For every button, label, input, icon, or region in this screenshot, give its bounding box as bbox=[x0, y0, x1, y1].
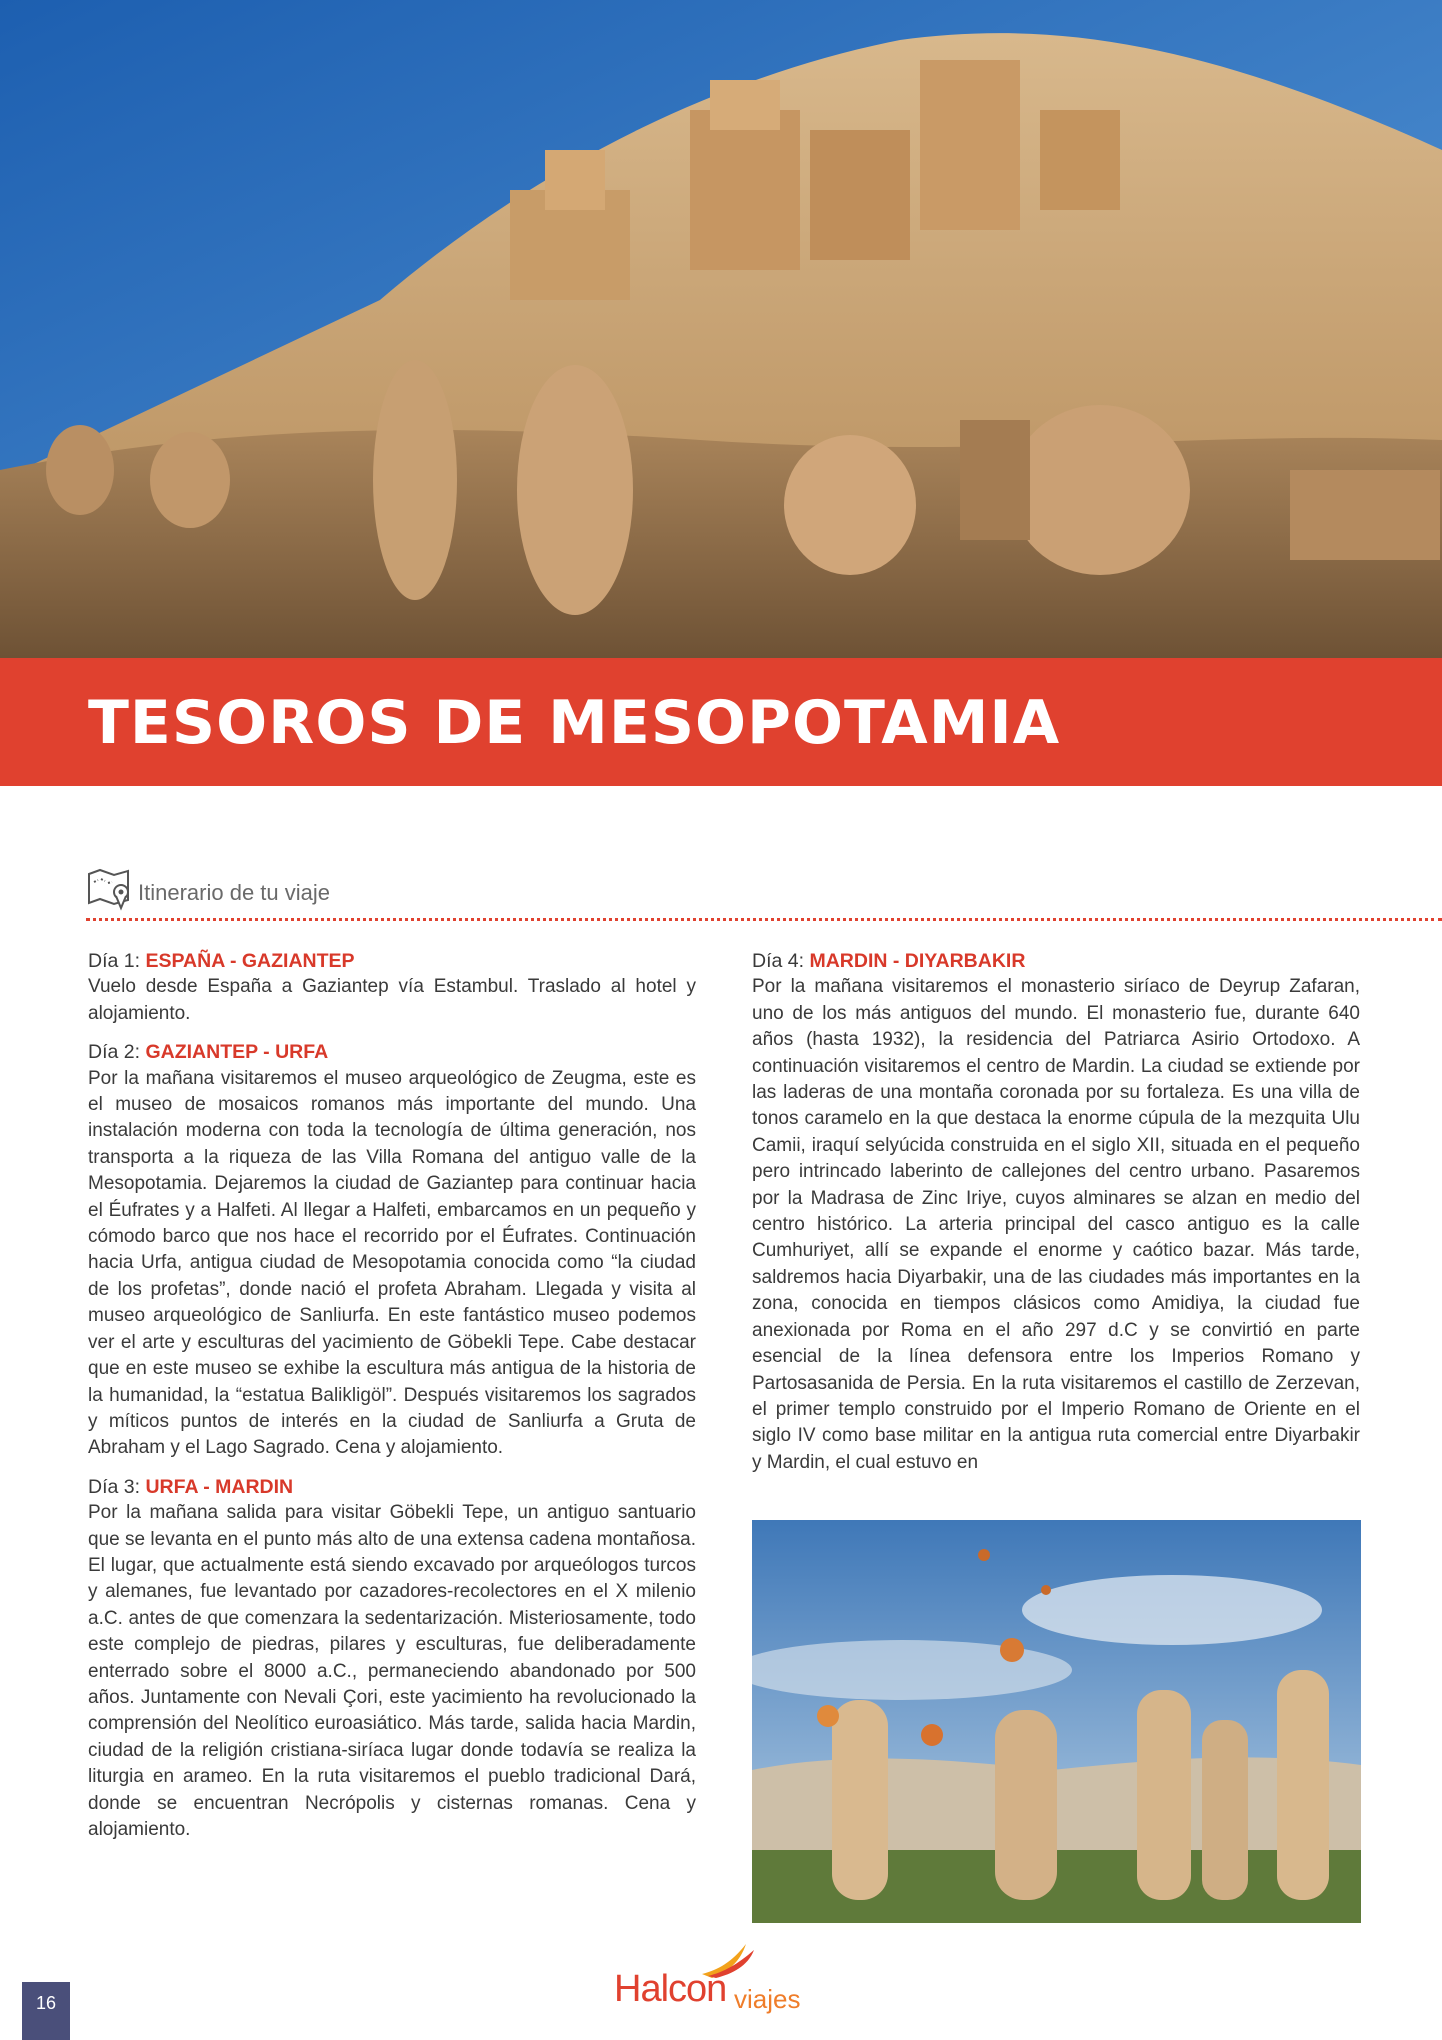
photo-cappadocia bbox=[752, 1520, 1361, 1923]
day-4 bbox=[752, 948, 1360, 1476]
itinerary-column-left bbox=[88, 948, 696, 1855]
itinerary-label: Itinerario de tu viaje bbox=[138, 880, 330, 905]
logo-brand: Halcon bbox=[614, 1968, 727, 2010]
day-number: Día 3: bbox=[88, 1475, 141, 1498]
day-description: Vuelo desde España a Gaziantep vía Estambul. Traslado al hotel y alojamiento. bbox=[88, 976, 696, 1024]
day-route: GAZIANTEP - URFA bbox=[145, 1041, 329, 1064]
page-title: TESOROS DE MESOPOTAMIA bbox=[88, 688, 1061, 758]
hero-photo-nemrut bbox=[0, 0, 1442, 658]
day-description: Por la mañana visitaremos el monasterio siríaco de Deyrup Zafaran, uno de los más antiguos del mundo. El monasterio fue, durante 640 años (hasta 1932), la residencia del Patriarca Asirio Ortodoxo. A continuación visitaremos el centro de Mardin. La ciudad se extiende por las laderas de una montaña coronada por su fortaleza. Es una villa de tonos caramelo en la que destaca la enorme cúpula de la mezquita Ulu Camii, iraquí selyúcida construida en el siglo XII, situada en el pequeño pero intrincado laberinto de callejones del centro urbano. Pasaremos por la Madrasa de Zinc Iriye, cuyos alminares se alzan en medio del centro histórico. La arteria principal del casco antiguo es la calle Cumhuriyet, allí se expande el enorme y caótico bazar. Más tarde, saldremos hacia Diyarbakir, una de las ciudades más importantes en la zona, conocida en tiempos clásicos como Amidiya, la ciudad fue anexionada por Roma en el año 297 d.C y se convirtió en parte esencial de la línea defensora entre los Imperios Romano y Partosasanida de Persia. En la ruta visitaremos el castillo de Zerzevan, el primer templo construido por el Imperio Romano de Oriente en el siglo IV como base militar en la antigua ruta comercial entre Diyarbakir y Mardin, el cual estuvo en bbox=[752, 976, 1360, 1473]
day-heading bbox=[752, 948, 1360, 974]
day-number: Día 1: bbox=[88, 950, 141, 972]
day-route: ESPAÑA - GAZIANTEP bbox=[145, 950, 355, 972]
dotted-divider bbox=[86, 918, 1442, 921]
itinerary-column-right bbox=[752, 948, 1360, 1488]
day-route: MARDIN - DIYARBAKIR bbox=[809, 950, 1026, 972]
day-2 bbox=[88, 1039, 696, 1462]
halcon-viajes-logo bbox=[614, 1940, 834, 2020]
day-route: URFA - MARDIN bbox=[145, 1475, 294, 1498]
logo-sub: viajes bbox=[734, 1984, 801, 2014]
day-heading bbox=[88, 1474, 696, 1500]
day-1 bbox=[88, 948, 696, 1027]
day-number: Día 2: bbox=[88, 1041, 141, 1064]
day-description: Por la mañana salida para visitar Göbekli Tepe, un antiguo santuario que se levanta en el punto más alto de una extensa cadena montañosa. El lugar, que actualmente está siendo excavado por arqueólogos turcos y alemanes, fue levantado por cazadores-recolectores en el X milenio a.C. antes de que comenzara la sedentarización. Misteriosamente, todo este complejo de piedras, pilares y esculturas, fue deliberadamente enterrado sobre el 8000 a.C., permaneciendo abandonado por 500 años. Juntamente con Nevali Çori, este yacimiento ha revolucionado la comprensión del Neolítico euroasiático. Más tarde, salida hacia Mardin, ciudad de la religión cristiana-siríaca lugar donde todavía se realiza la liturgia en arameo. En la ruta visitaremos el pueblo tradicional Dará, donde se encuentran Necrópolis y cisternas romanas. Cena y alojamiento. bbox=[88, 1502, 696, 1840]
page-number: 16 bbox=[22, 1982, 70, 2040]
day-heading bbox=[88, 948, 696, 974]
day-description: Por la mañana visitaremos el museo arqueológico de Zeugma, este es el museo de mosaicos romanos más importante del mundo. Una instalación moderna con toda la tecnología de última generación, nos transporta a la riqueza de las Villa Romana del antiguo valle de la Mesopotamia. Dejaremos la ciudad de Gaziantep para continuar hacia el Éufrates y a Halfeti. Al llegar a Halfeti, embarcamos en un pequeño y cómodo barco que nos hace el recorrido por el Éufrates. Continuación hacia Urfa, antigua ciudad de Mesopotamia conocida como “la ciudad de los profetas”, donde nació el profeta Abraham. Llegada y visita al museo arqueológico de Sanliurfa. En este fantástico museo podemos ver el arte y esculturas del yacimiento de Göbekli Tepe. Cabe destacar que en este museo se exhibe la escultura más antigua de la historia de la humanidad, la “estatua Balikligöl”. Después visitaremos los sagrados y míticos puntos de interés en la ciudad de Sanliurfa a Gruta de Abraham y el Lago Sagrado. Cena y alojamiento. bbox=[88, 1067, 696, 1459]
day-heading bbox=[88, 1039, 696, 1065]
map-pin-icon bbox=[86, 866, 132, 917]
title-band bbox=[0, 658, 1442, 786]
day-number: Día 4: bbox=[752, 950, 805, 972]
day-3 bbox=[88, 1474, 696, 1844]
itinerary-heading bbox=[86, 866, 1442, 922]
